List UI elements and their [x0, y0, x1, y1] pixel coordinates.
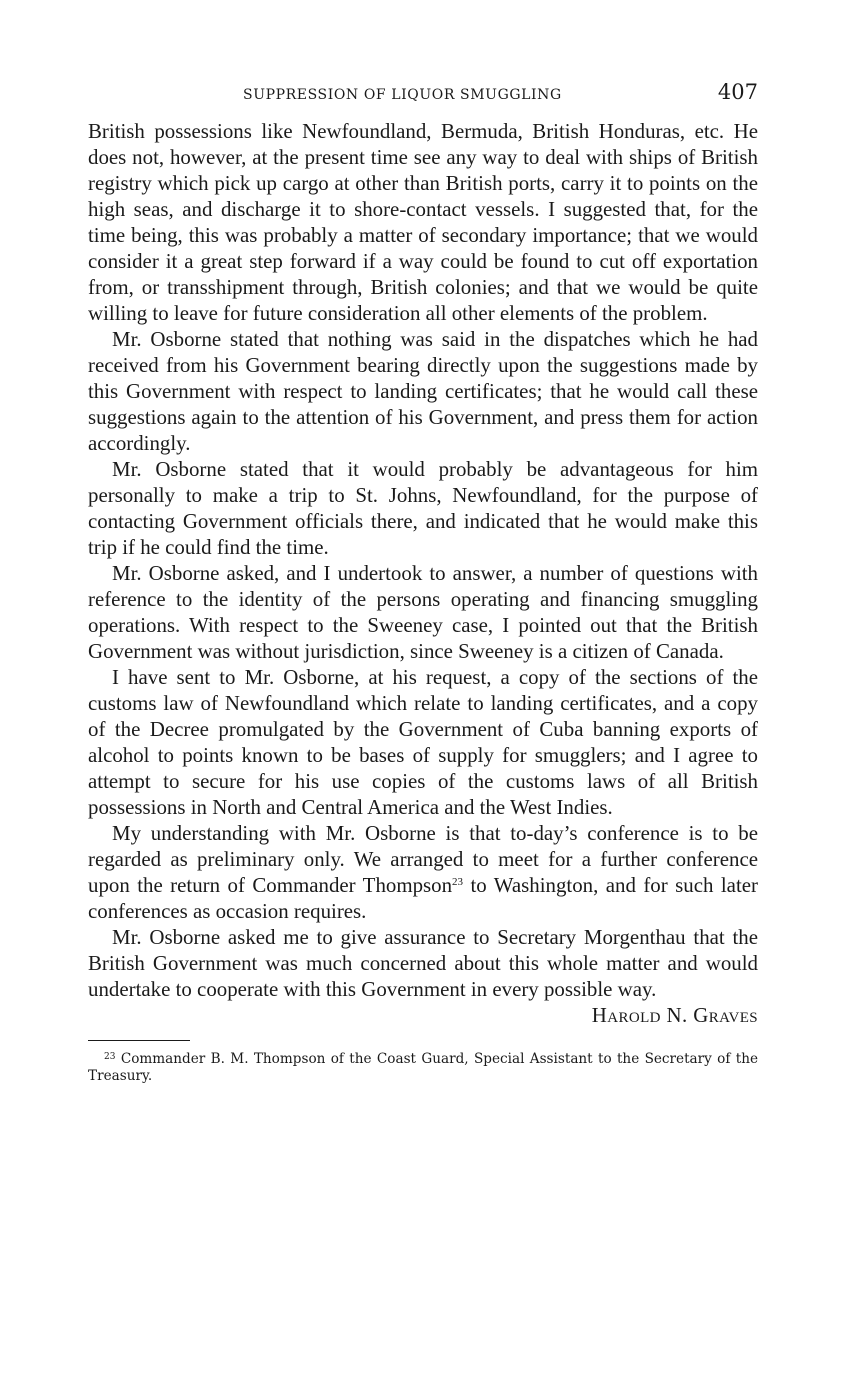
document-page	[88, 78, 758, 1085]
paragraph-assurance: Mr. Osborne asked me to give assurance to Secretary Morgenthau that the British Government was much concerned about this whole matter and would undertake to cooperate with this Government in every possible way.	[88, 925, 758, 1001]
conference-text-end: to Washington, and for such later conferences as occasion requires.	[88, 873, 758, 923]
footnote	[88, 1051, 758, 1085]
footnote-reference: 23	[452, 876, 464, 888]
signature: Harold N. Graves	[591, 1003, 758, 1027]
footnote-text: Commander B. M. Thompson of the Coast Guard, Special Assistant to the Secretary of the Treasury.	[88, 1051, 759, 1084]
running-head	[88, 78, 758, 118]
paragraph-sweeney-case: Mr. Osborne asked, and I undertook to answer, a number of questions with reference to the identity of the persons operating and financing smuggling operations. With respect to the Sweeney case, I pointed out that the British Government was without jurisdiction, since Sweeney is a citizen of Canada.	[88, 561, 758, 663]
paragraph-customs-laws: I have sent to Mr. Osborne, at his request, a copy of the sections of the customs law of Newfoundland which relate to landing certificates, and a copy of the Decree promulgated by the Government of Cuba banning exports of alcohol to points known to be bases of supply for smugglers; and I agree to attempt to secure for his use copies of the customs laws of all British possessions in North and Central America and the West Indies.	[88, 665, 758, 819]
paragraph-st-johns-trip: Mr. Osborne stated that it would probably be advantageous for him personally to make a trip to St. Johns, Newfoundland, for the purpose of contacting Government officials there, and indicated that he would make this trip if he could find the time.	[88, 457, 758, 559]
page-number: 407	[717, 80, 758, 104]
conference-text-start: My understanding with Mr. Osborne is that to-day’s conference is to be regarded as preliminary only. We arranged to meet for a further conference upon the return of Commander Thompson	[88, 821, 758, 897]
footnote-marker: 23	[104, 1052, 116, 1062]
body-text	[88, 118, 758, 1002]
running-title: SUPPRESSION OF LIQUOR SMUGGLING	[243, 87, 562, 103]
paragraph-dispatches: Mr. Osborne stated that nothing was said in the dispatches which he had received from his Government bearing directly upon the suggestions made by this Government with respect to landing certificates; that he would call these suggestions again to the attention of his Government, and press them for action accordingly.	[88, 327, 758, 455]
paragraph-conference	[88, 820, 758, 924]
paragraph-continued: British possessions like Newfoundland, Bermuda, British Honduras, etc. He does not, however, at the present time see any way to deal with ships of British registry which pick up cargo at other than British ports, carry it to points on the high seas, and discharge it to shore-contact vessels. I suggested that, for the time being, this was probably a matter of secondary importance; that we would consider it a great step forward if a way could be found to cut off exportation from, or transshipment through, British colonies; and that we would be quite willing to leave for future consideration all other elements of the problem.	[88, 119, 758, 325]
footnote-divider	[88, 1040, 190, 1041]
